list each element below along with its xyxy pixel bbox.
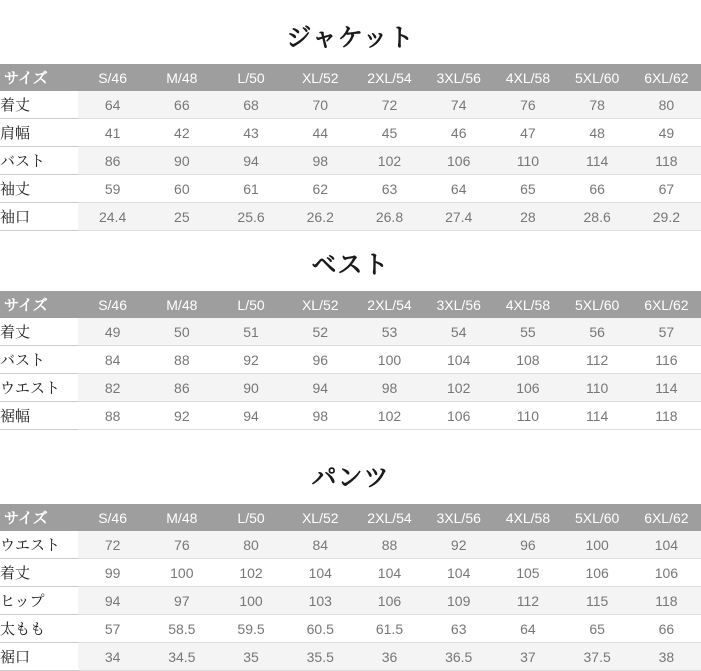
column-header: 6XL/62: [632, 64, 701, 91]
cell: 53: [355, 318, 424, 346]
cell: 110: [493, 147, 562, 175]
cell: 104: [355, 559, 424, 587]
cell: 100: [563, 531, 632, 559]
cell: 96: [493, 531, 562, 559]
column-header: M/48: [147, 64, 216, 91]
row-label: ヒップ: [0, 587, 78, 615]
column-header: M/48: [147, 291, 216, 318]
cell: 105: [493, 559, 562, 587]
column-header: 4XL/58: [493, 64, 562, 91]
cell: 25: [147, 203, 216, 231]
cell: 41: [78, 119, 147, 147]
row-label: 袖丈: [0, 175, 78, 203]
cell: 97: [147, 587, 216, 615]
cell: 54: [424, 318, 493, 346]
cell: 48: [563, 119, 632, 147]
cell: 98: [286, 402, 355, 430]
cell: 29.2: [632, 203, 701, 231]
cell: 118: [632, 402, 701, 430]
table-row: [0, 175, 701, 203]
cell: 72: [78, 531, 147, 559]
cell: 103: [286, 587, 355, 615]
cell: 112: [563, 346, 632, 374]
cell: 46: [424, 119, 493, 147]
cell: 61.5: [355, 615, 424, 643]
cell: 112: [493, 587, 562, 615]
cell: 118: [632, 147, 701, 175]
row-label: バスト: [0, 147, 78, 175]
row-label: 裾口: [0, 643, 78, 671]
cell: 94: [286, 374, 355, 402]
cell: 80: [632, 91, 701, 119]
cell: 92: [424, 531, 493, 559]
cell: 45: [355, 119, 424, 147]
cell: 74: [424, 91, 493, 119]
row-label: ウエスト: [0, 374, 78, 402]
column-header: S/46: [78, 291, 147, 318]
row-label: 着丈: [0, 559, 78, 587]
section-pants: [0, 430, 701, 671]
cell: 49: [78, 318, 147, 346]
cell: 63: [424, 615, 493, 643]
cell: 114: [632, 374, 701, 402]
cell: 34.5: [147, 643, 216, 671]
row-label: 袖口: [0, 203, 78, 231]
cell: 88: [355, 531, 424, 559]
column-header-size: サイズ: [0, 504, 78, 531]
row-label: ウエスト: [0, 531, 78, 559]
table-row: [0, 587, 701, 615]
cell: 28.6: [563, 203, 632, 231]
cell: 61: [216, 175, 285, 203]
column-header: 2XL/54: [355, 504, 424, 531]
cell: 57: [78, 615, 147, 643]
column-header: S/46: [78, 504, 147, 531]
cell: 60.5: [286, 615, 355, 643]
section-jacket: [0, 0, 701, 231]
cell: 63: [355, 175, 424, 203]
cell: 102: [355, 147, 424, 175]
column-header: XL/52: [286, 291, 355, 318]
cell: 24.4: [78, 203, 147, 231]
table-row: [0, 615, 701, 643]
cell: 106: [355, 587, 424, 615]
table-header-row: [0, 504, 701, 531]
cell: 100: [355, 346, 424, 374]
row-label: 着丈: [0, 318, 78, 346]
cell: 80: [216, 531, 285, 559]
column-header: 6XL/62: [632, 504, 701, 531]
table-row: [0, 531, 701, 559]
cell: 65: [493, 175, 562, 203]
cell: 59: [78, 175, 147, 203]
cell: 37: [493, 643, 562, 671]
cell: 52: [286, 318, 355, 346]
cell: 26.2: [286, 203, 355, 231]
cell: 106: [424, 147, 493, 175]
cell: 110: [493, 402, 562, 430]
cell: 42: [147, 119, 216, 147]
cell: 62: [286, 175, 355, 203]
cell: 115: [563, 587, 632, 615]
cell: 104: [424, 346, 493, 374]
column-header: 2XL/54: [355, 291, 424, 318]
cell: 38: [632, 643, 701, 671]
cell: 72: [355, 91, 424, 119]
cell: 92: [216, 346, 285, 374]
spacer: [0, 430, 701, 444]
cell: 59.5: [216, 615, 285, 643]
table-row: [0, 402, 701, 430]
cell: 106: [493, 374, 562, 402]
row-label: 太もも: [0, 615, 78, 643]
cell: 94: [216, 402, 285, 430]
column-header-size: サイズ: [0, 291, 78, 318]
section-title-jacket: ジャケット: [286, 24, 415, 52]
cell: 67: [632, 175, 701, 203]
cell: 66: [563, 175, 632, 203]
cell: 106: [424, 402, 493, 430]
cell: 76: [147, 531, 216, 559]
cell: 49: [632, 119, 701, 147]
cell: 100: [147, 559, 216, 587]
cell: 118: [632, 587, 701, 615]
table-row: [0, 643, 701, 671]
cell: 26.8: [355, 203, 424, 231]
column-header: 5XL/60: [563, 291, 632, 318]
cell: 92: [147, 402, 216, 430]
column-header: 4XL/58: [493, 291, 562, 318]
column-header: 6XL/62: [632, 291, 701, 318]
cell: 106: [632, 559, 701, 587]
cell: 84: [78, 346, 147, 374]
table-row: [0, 374, 701, 402]
cell: 43: [216, 119, 285, 147]
section-title-vest: ベスト: [311, 251, 390, 279]
cell: 58.5: [147, 615, 216, 643]
cell: 116: [632, 346, 701, 374]
cell: 102: [216, 559, 285, 587]
size-table-vest: [0, 291, 701, 430]
table-row: [0, 346, 701, 374]
cell: 84: [286, 531, 355, 559]
cell: 65: [563, 615, 632, 643]
section-vest: [0, 231, 701, 430]
cell: 68: [216, 91, 285, 119]
cell: 66: [147, 91, 216, 119]
cell: 55: [493, 318, 562, 346]
cell: 64: [493, 615, 562, 643]
column-header: XL/52: [286, 64, 355, 91]
column-header-size: サイズ: [0, 64, 78, 91]
cell: 86: [78, 147, 147, 175]
cell: 88: [78, 402, 147, 430]
column-header: 5XL/60: [563, 64, 632, 91]
column-header: S/46: [78, 64, 147, 91]
column-header: 3XL/56: [424, 64, 493, 91]
cell: 50: [147, 318, 216, 346]
column-header: L/50: [216, 504, 285, 531]
cell: 76: [493, 91, 562, 119]
column-header: XL/52: [286, 504, 355, 531]
cell: 88: [147, 346, 216, 374]
table-header-row: [0, 64, 701, 91]
cell: 96: [286, 346, 355, 374]
cell: 64: [424, 175, 493, 203]
cell: 57: [632, 318, 701, 346]
row-label: バスト: [0, 346, 78, 374]
column-header: 4XL/58: [493, 504, 562, 531]
cell: 104: [632, 531, 701, 559]
cell: 100: [216, 587, 285, 615]
cell: 66: [632, 615, 701, 643]
cell: 28: [493, 203, 562, 231]
cell: 94: [78, 587, 147, 615]
cell: 90: [216, 374, 285, 402]
cell: 109: [424, 587, 493, 615]
cell: 44: [286, 119, 355, 147]
row-label: 肩幅: [0, 119, 78, 147]
cell: 108: [493, 346, 562, 374]
cell: 114: [563, 147, 632, 175]
cell: 102: [355, 402, 424, 430]
table-row: [0, 203, 701, 231]
table-row: [0, 91, 701, 119]
cell: 104: [424, 559, 493, 587]
column-header: M/48: [147, 504, 216, 531]
cell: 35: [216, 643, 285, 671]
cell: 104: [286, 559, 355, 587]
cell: 86: [147, 374, 216, 402]
cell: 102: [424, 374, 493, 402]
column-header: L/50: [216, 64, 285, 91]
cell: 98: [286, 147, 355, 175]
cell: 99: [78, 559, 147, 587]
cell: 25.6: [216, 203, 285, 231]
column-header: 2XL/54: [355, 64, 424, 91]
cell: 78: [563, 91, 632, 119]
row-label: 裾幅: [0, 402, 78, 430]
size-table-pants: [0, 504, 701, 671]
cell: 35.5: [286, 643, 355, 671]
column-header: 3XL/56: [424, 504, 493, 531]
column-header: 3XL/56: [424, 291, 493, 318]
cell: 60: [147, 175, 216, 203]
column-header: L/50: [216, 291, 285, 318]
table-row: [0, 119, 701, 147]
cell: 82: [78, 374, 147, 402]
size-table-jacket: [0, 64, 701, 231]
cell: 56: [563, 318, 632, 346]
cell: 27.4: [424, 203, 493, 231]
table-row: [0, 147, 701, 175]
cell: 110: [563, 374, 632, 402]
column-header: 5XL/60: [563, 504, 632, 531]
table-header-row: [0, 291, 701, 318]
cell: 51: [216, 318, 285, 346]
cell: 37.5: [563, 643, 632, 671]
cell: 36: [355, 643, 424, 671]
cell: 70: [286, 91, 355, 119]
cell: 47: [493, 119, 562, 147]
cell: 94: [216, 147, 285, 175]
cell: 34: [78, 643, 147, 671]
cell: 36.5: [424, 643, 493, 671]
table-row: [0, 318, 701, 346]
cell: 114: [563, 402, 632, 430]
cell: 90: [147, 147, 216, 175]
section-title-pants: パンツ: [311, 464, 390, 492]
cell: 64: [78, 91, 147, 119]
cell: 106: [563, 559, 632, 587]
table-row: [0, 559, 701, 587]
cell: 98: [355, 374, 424, 402]
row-label: 着丈: [0, 91, 78, 119]
